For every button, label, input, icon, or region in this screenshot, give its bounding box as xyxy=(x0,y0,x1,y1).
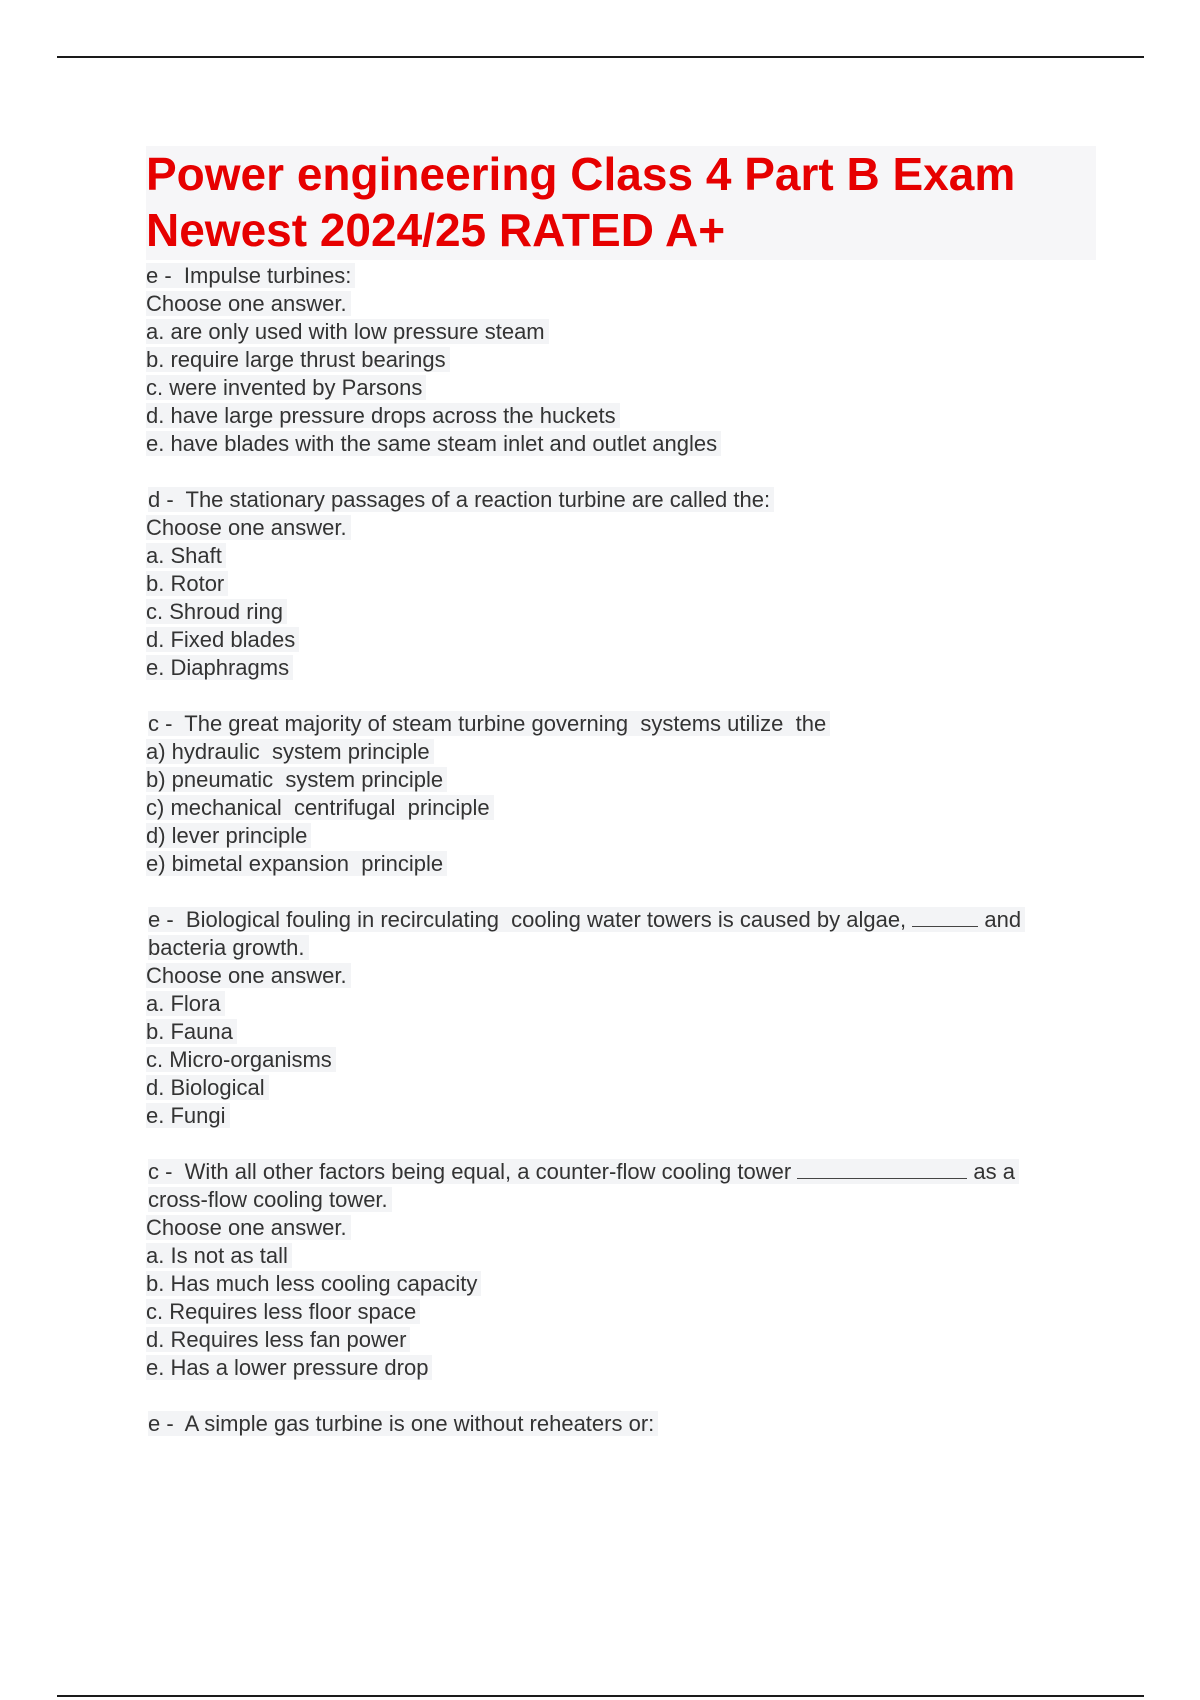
question-instruction: Choose one answer. xyxy=(146,290,1096,318)
top-rule xyxy=(57,56,1144,58)
answer-option: c. Requires less floor space xyxy=(146,1298,1096,1326)
answer-option: a. Is not as tall xyxy=(146,1242,1096,1270)
answer-option: b. Rotor xyxy=(146,570,1096,598)
answer-option: b. Fauna xyxy=(146,1018,1096,1046)
question-prompt: e - Biological fouling in recirculating cooling water towers is caused by algae, and xyxy=(146,906,1096,934)
answer-option: e. have blades with the same steam inlet and outlet angles xyxy=(146,430,1096,458)
answer-blank xyxy=(797,1160,967,1179)
question-4 xyxy=(146,906,1096,1130)
answer-option: c. were invented by Parsons xyxy=(146,374,1096,402)
question-1 xyxy=(146,262,1096,458)
question-prompt: c - The great majority of steam turbine governing systems utilize the xyxy=(146,710,1096,738)
title-block xyxy=(146,146,1096,260)
question-instruction: Choose one answer. xyxy=(146,962,1096,990)
question-prompt: c - With all other factors being equal, a counter-flow cooling tower as a xyxy=(146,1158,1096,1186)
question-instruction: Choose one answer. xyxy=(146,514,1096,542)
answer-option: e) bimetal expansion principle xyxy=(146,850,1096,878)
answer-option: d. have large pressure drops across the huckets xyxy=(146,402,1096,430)
question-5 xyxy=(146,1158,1096,1382)
answer-option: b) pneumatic system principle xyxy=(146,766,1096,794)
answer-option: d. Fixed blades xyxy=(146,626,1096,654)
answer-option: e. Diaphragms xyxy=(146,654,1096,682)
title-line-2: Newest 2024/25 RATED A+ xyxy=(146,204,726,256)
answer-option: d. Requires less fan power xyxy=(146,1326,1096,1354)
question-instruction: Choose one answer. xyxy=(146,1214,1096,1242)
answer-option: c. Micro-organisms xyxy=(146,1046,1096,1074)
answer-option: a. are only used with low pressure steam xyxy=(146,318,1096,346)
answer-option: b. require large thrust bearings xyxy=(146,346,1096,374)
answer-option: c. Shroud ring xyxy=(146,598,1096,626)
answer-option: a. Flora xyxy=(146,990,1096,1018)
answer-blank xyxy=(912,908,978,927)
answer-option: a. Shaft xyxy=(146,542,1096,570)
question-prompt: e - Impulse turbines: xyxy=(146,262,1096,290)
question-3 xyxy=(146,710,1096,878)
question-prompt-continued: cross-flow cooling tower. xyxy=(146,1186,1096,1214)
title-line-1: Power engineering Class 4 Part B Exam xyxy=(146,148,1016,200)
question-6 xyxy=(146,1410,1096,1438)
question-prompt: e - A simple gas turbine is one without reheaters or: xyxy=(146,1410,1096,1438)
question-prompt: d - The stationary passages of a reaction turbine are called the: xyxy=(146,486,1096,514)
answer-option: e. Fungi xyxy=(146,1102,1096,1130)
answer-option: d. Biological xyxy=(146,1074,1096,1102)
answer-option: a) hydraulic system principle xyxy=(146,738,1096,766)
answer-option: c) mechanical centrifugal principle xyxy=(146,794,1096,822)
answer-option: b. Has much less cooling capacity xyxy=(146,1270,1096,1298)
answer-option: d) lever principle xyxy=(146,822,1096,850)
question-prompt-continued: bacteria growth. xyxy=(146,934,1096,962)
document-title xyxy=(146,146,1096,258)
document-body xyxy=(146,146,1096,1466)
bottom-rule xyxy=(57,1695,1144,1697)
question-2 xyxy=(146,486,1096,682)
answer-option: e. Has a lower pressure drop xyxy=(146,1354,1096,1382)
